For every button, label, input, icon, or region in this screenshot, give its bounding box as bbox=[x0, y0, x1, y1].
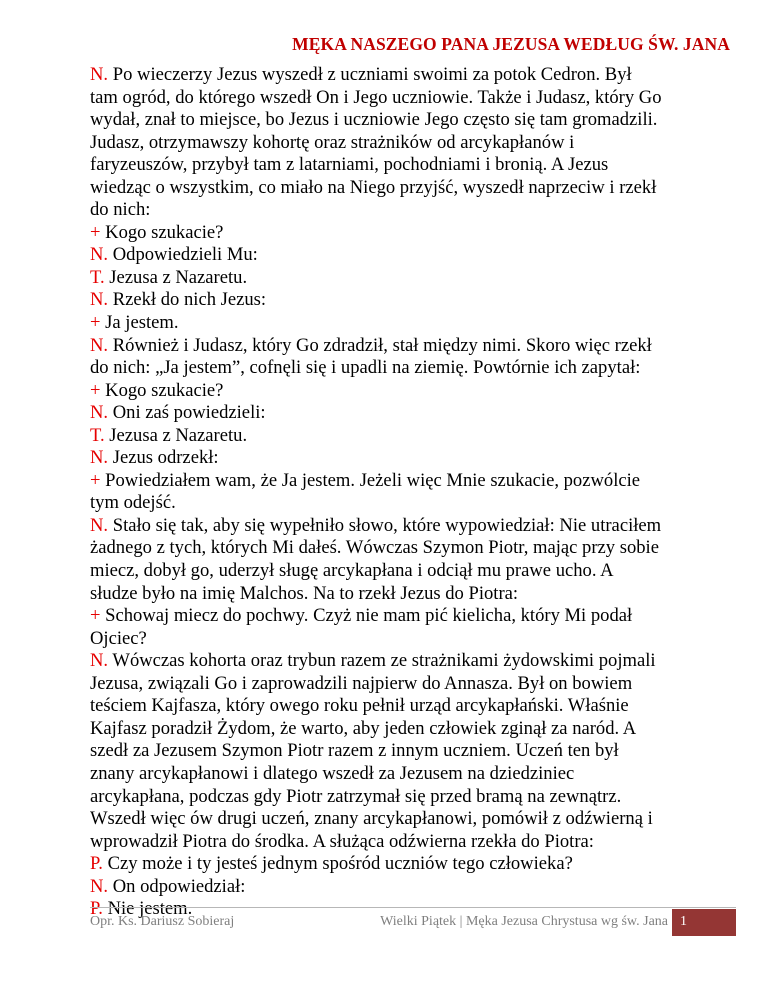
text-line bbox=[90, 380, 740, 403]
line-text: arcykapłana, podczas gdy Piotr zatrzymał się przed bramą na zewnątrz. bbox=[90, 785, 622, 807]
line-text: Po wieczerzy Jezus wyszedł z uczniami swoimi za potok Cedron. Był bbox=[108, 64, 632, 85]
speaker-marker: + bbox=[90, 312, 101, 334]
text-line bbox=[90, 132, 740, 155]
text-line bbox=[90, 718, 740, 741]
footer-document-info: Wielki Piątek | Męka Jezusa Chrystusa wg św. Jana bbox=[380, 914, 668, 929]
text-line bbox=[90, 267, 740, 290]
text-line bbox=[90, 109, 740, 132]
line-text: Odpowiedzieli Mu: bbox=[108, 244, 258, 266]
speaker-marker: N. bbox=[90, 64, 109, 85]
line-text: do nich: bbox=[90, 199, 151, 221]
text-line bbox=[90, 786, 740, 809]
line-text: Jezusa, związali Go i zaprowadzili najpierw do Annasza. Był on bowiem bbox=[90, 672, 633, 694]
speaker-marker: N. bbox=[90, 875, 109, 897]
speaker-marker: T. bbox=[90, 424, 105, 446]
text-line bbox=[90, 335, 740, 358]
text-line bbox=[90, 177, 740, 200]
text-line bbox=[90, 876, 740, 899]
text-line bbox=[90, 583, 740, 606]
text-line bbox=[90, 628, 740, 651]
text-line bbox=[90, 87, 740, 110]
line-text: wydał, znał to miejsce, bo Jezus i uczniowie Jego często się tam gromadzili. bbox=[90, 109, 658, 131]
text-line bbox=[90, 515, 740, 538]
text-line bbox=[90, 222, 740, 245]
line-text: teściem Kajfasza, który owego roku pełnił urząd arcykapłański. Właśnie bbox=[90, 695, 629, 717]
text-line bbox=[90, 853, 740, 876]
line-text: tam ogród, do którego wszedł On i Jego uczniowie. Także i Judasz, który Go bbox=[90, 86, 662, 108]
line-text: Ojciec? bbox=[90, 627, 147, 649]
text-line bbox=[90, 64, 740, 87]
line-text: żadnego z tych, których Mi dałeś. Wówczas Szymon Piotr, mając przy sobie bbox=[90, 537, 659, 559]
line-text: Kogo szukacie? bbox=[100, 221, 224, 243]
line-text: tym odejść. bbox=[90, 492, 176, 514]
speaker-marker: T. bbox=[90, 266, 105, 288]
text-line bbox=[90, 695, 740, 718]
line-text: Rzekł do nich Jezus: bbox=[108, 289, 267, 311]
line-text: faryzeuszów, przybył tam z latarniami, pochodniami i bronią. A Jezus bbox=[90, 154, 609, 176]
speaker-marker: + bbox=[90, 605, 101, 627]
speaker-marker: N. bbox=[90, 650, 109, 672]
text-line bbox=[90, 470, 740, 493]
line-text: Wszedł więc ów drugi uczeń, znany arcykapłanowi, pomówił z odźwierną i bbox=[90, 808, 653, 830]
line-text: Powiedziałem wam, że Ja jestem. Jeżeli więc Mnie szukacie, pozwólcie bbox=[100, 469, 641, 491]
line-text: słudze było na imię Malchos. Na to rzekł Jezus do Piotra: bbox=[90, 582, 519, 604]
document-body bbox=[90, 64, 740, 921]
text-line bbox=[90, 560, 740, 583]
text-line bbox=[90, 650, 740, 673]
speaker-marker: N. bbox=[90, 334, 109, 356]
text-line bbox=[90, 763, 740, 786]
text-line bbox=[90, 357, 740, 380]
line-text: Stało się tak, aby się wypełniło słowo, które wypowiedział: Nie utraciłem bbox=[108, 514, 662, 536]
line-text: znany arcykapłanowi i dlatego wszedł za Jezusem na dziedziniec bbox=[90, 762, 575, 784]
line-text: Jezusa z Nazaretu. bbox=[104, 266, 248, 288]
speaker-marker: P. bbox=[90, 898, 103, 920]
line-text: Jezusa z Nazaretu. bbox=[104, 424, 248, 446]
text-line bbox=[90, 740, 740, 763]
line-text: Nie jestem. bbox=[102, 898, 193, 920]
text-line bbox=[90, 402, 740, 425]
line-text: Również i Judasz, który Go zdradził, stał między nimi. Skoro więc rzekł bbox=[108, 334, 652, 356]
line-text: szedł za Jezusem Szymon Piotr razem z innym uczniem. Uczeń ten był bbox=[90, 740, 619, 762]
text-line bbox=[90, 447, 740, 470]
text-line bbox=[90, 312, 740, 335]
speaker-marker: + bbox=[90, 379, 101, 401]
line-text: Kajfasz poradził Żydom, że warto, aby jeden człowiek zginął za naród. A bbox=[90, 717, 637, 739]
line-text: Oni zaś powiedzieli: bbox=[108, 402, 266, 424]
text-line bbox=[90, 537, 740, 560]
text-line bbox=[90, 244, 740, 267]
footer-author: Opr. Ks. Dariusz Sobieraj bbox=[90, 914, 235, 929]
speaker-marker: N. bbox=[90, 244, 109, 266]
footer-divider bbox=[90, 907, 736, 908]
text-line bbox=[90, 289, 740, 312]
line-text: Kogo szukacie? bbox=[100, 379, 224, 401]
line-text: Wówczas kohorta oraz trybun razem ze strażnikami żydowskimi pojmali bbox=[108, 650, 656, 672]
text-line bbox=[90, 492, 740, 515]
text-line bbox=[90, 605, 740, 628]
text-line bbox=[90, 425, 740, 448]
text-line bbox=[90, 808, 740, 831]
line-text: wiedząc o wszystkim, co miało na Niego przyjść, wyszedł naprzeciw i rzekł bbox=[90, 176, 657, 198]
line-text: wprowadził Piotra do środka. A służąca odźwierna rzekła do Piotra: bbox=[90, 830, 594, 852]
text-line bbox=[90, 199, 740, 222]
line-text: Jezus odrzekł: bbox=[108, 447, 219, 469]
document-title: MĘKA NASZEGO PANA JEZUSA WEDŁUG ŚW. JANA bbox=[292, 34, 730, 54]
text-line bbox=[90, 673, 740, 696]
speaker-marker: N. bbox=[90, 289, 109, 311]
speaker-marker: N. bbox=[90, 447, 109, 469]
page-number-badge: 1 bbox=[672, 909, 736, 936]
text-line bbox=[90, 831, 740, 854]
line-text: Schowaj miecz do pochwy. Czyż nie mam pić kielicha, który Mi podał bbox=[100, 605, 633, 627]
text-line bbox=[90, 154, 740, 177]
line-text: do nich: „Ja jestem”, cofnęli się i upadli na ziemię. Powtórnie ich zapytał: bbox=[90, 357, 641, 379]
line-text: Czy może i ty jesteś jednym spośród uczniów tego człowieka? bbox=[102, 853, 573, 875]
speaker-marker: P. bbox=[90, 853, 103, 875]
line-text: Judasz, otrzymawszy kohortę oraz strażników od arcykapłanów i bbox=[90, 131, 575, 153]
speaker-marker: N. bbox=[90, 402, 109, 424]
speaker-marker: N. bbox=[90, 514, 109, 536]
line-text: Ja jestem. bbox=[100, 312, 179, 334]
line-text: miecz, dobył go, uderzył sługę arcykapłana i odciął mu prawe ucho. A bbox=[90, 560, 614, 582]
speaker-marker: + bbox=[90, 221, 101, 243]
speaker-marker: + bbox=[90, 469, 101, 491]
line-text: On odpowiedział: bbox=[108, 875, 246, 897]
